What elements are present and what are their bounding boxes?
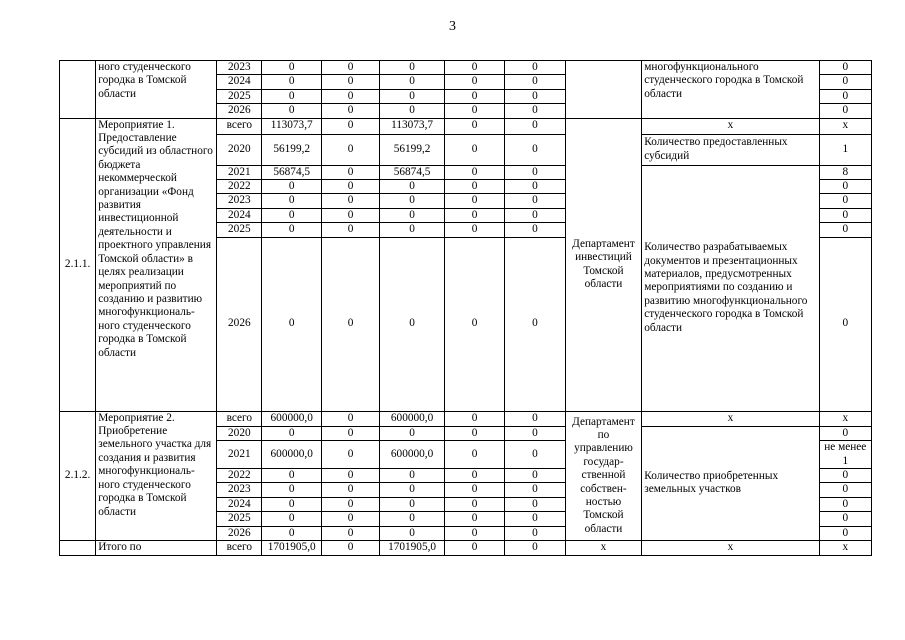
table-row: 2023 0 0 0 0 0 0 [60, 194, 872, 208]
row-number-cell [60, 61, 96, 119]
table-row: 2020 56199,2 0 56199,2 0 0 Количество предоставленных субсидий 1 [60, 134, 872, 165]
row-number-cell: 2.1.1. [60, 118, 96, 411]
table-row: 2024 0 0 0 0 0 0 [60, 75, 872, 89]
table-row: 2024 0 0 0 0 0 0 [60, 208, 872, 222]
activity-name-cell: ного студенческого городка в Томской области [96, 61, 217, 119]
indicator-total-cell: x [642, 411, 819, 426]
table-row: 2023 0 0 0 0 0 0 [60, 483, 872, 497]
table-row: 2022 0 0 0 0 0 0 [60, 469, 872, 483]
indicator-cell: Количество предоставленных субсидий [642, 134, 819, 165]
table-row: 2021 600000,0 0 600000,0 0 0 не менее 1 [60, 441, 872, 469]
executor-cell: Департамент по управлению государ-ственной собствен-ностью Томской области [565, 411, 642, 540]
total-row: Итого по всего 1701905,0 0 1701905,0 0 0 x x x [60, 541, 872, 555]
activity-name-cell: Мероприятие 1. Предоставление субсидий из областного бюджета некоммерческой организации «Фонд развития инвестиционной деятельности и проектного управления Томской области» в целях реализации мероприятий по созданию и развитию многофункциональ-ного студенческого городка в Томской области [96, 118, 217, 411]
indicator-total-cell: x [642, 118, 819, 134]
row-number-cell: 2.1.2. [60, 411, 96, 540]
table-row: 2022 0 0 0 0 0 0 [60, 180, 872, 194]
table-row: ного студенческого городка в Томской области 2023 0 0 0 0 0 многофункционального студенческого городка в Томской области 0 [60, 61, 872, 75]
page-number: 3 [449, 19, 456, 34]
indicator-cell: Количество разрабатываемых документов и презентационных материалов, предусмотренных мероприятиями по созданию и развитию многофункционального студенческого городка в Томской области [642, 165, 819, 411]
program-table [59, 60, 872, 556]
table-row: 2026 0 0 0 0 0 0 [60, 104, 872, 118]
table-row: 2.1.2. Мероприятие 2. Приобретение земельного участка для создания и развития многофункциональ-ного студенческого городка в Томской области всего 600000,0 0 600000,0 0 0 Департамент по управлению государ-ственной собствен-ностью Томской области x x [60, 411, 872, 426]
table-row: 2025 0 0 0 0 0 0 [60, 89, 872, 103]
row-number-cell [60, 541, 96, 555]
table-row: 2024 0 0 0 0 0 0 [60, 497, 872, 511]
activity-name-cell: Мероприятие 2. Приобретение земельного участка для создания и развития многофункциональ-ного студенческого городка в Томской области [96, 411, 217, 540]
executor-cell [565, 61, 642, 119]
table-row: 2.1.1. Мероприятие 1. Предоставление субсидий из областного бюджета некоммерческой организации «Фонд развития инвестиционной деятельности и проектного управления Томской области» в целях реализации мероприятий по созданию и развитию многофункциональ-ного студенческого городка в Томской области всего 113073,7 0 113073,7 0 0 Департамент инвестиций Томской области x x [60, 118, 872, 134]
table-row: 2025 0 0 0 0 0 0 [60, 223, 872, 237]
total-label: Итого по [96, 541, 217, 555]
indicator-cell: Количество приобретенных земельных участков [642, 426, 819, 540]
table-row: 2025 0 0 0 0 0 0 [60, 512, 872, 526]
indicator-cell: многофункционального студенческого городка в Томской области [642, 61, 819, 119]
table-row: 2021 56874,5 0 56874,5 0 0 Количество разрабатываемых документов и презентационных материалов, предусмотренных мероприятиями по созданию и развитию многофункционального студенческого городка в Томской области 8 [60, 165, 872, 179]
table-row: 2026 0 0 0 0 0 0 [60, 526, 872, 540]
table-row: 2026 0 0 0 0 0 0 [60, 237, 872, 411]
table-row: 2020 0 0 0 0 0 Количество приобретенных земельных участков 0 [60, 426, 872, 440]
executor-cell: Департамент инвестиций Томской области [565, 118, 642, 411]
